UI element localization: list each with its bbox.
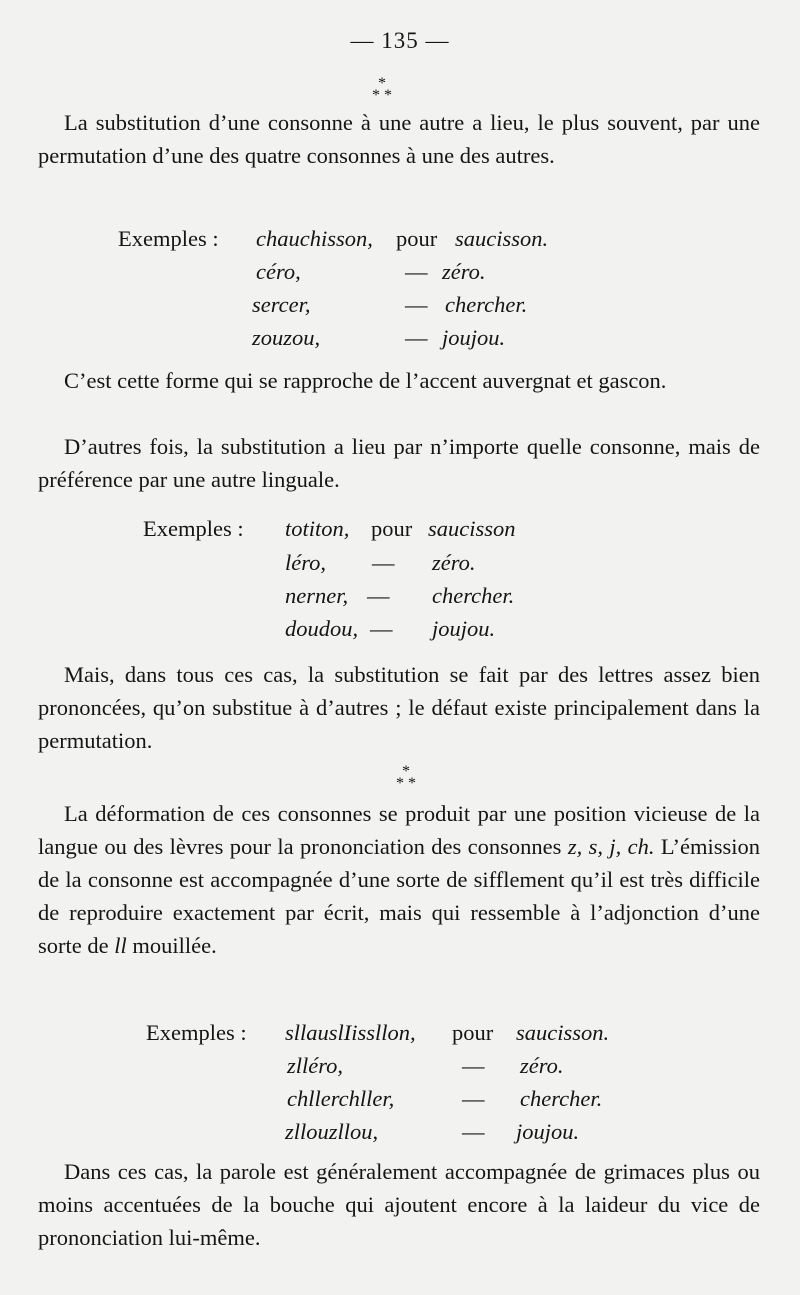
example-word: totiton, (285, 516, 350, 541)
example-target: joujou. (516, 1119, 580, 1144)
example-sep: — (405, 325, 428, 350)
example-target: joujou. (432, 616, 496, 641)
paragraph-2: C’est cette forme qui se rapproche de l’accent auvergnat et gascon. (64, 368, 667, 393)
example-word: zllouzllou, (285, 1119, 379, 1144)
example-target: chercher. (445, 292, 528, 317)
example-word: zouzou, (252, 325, 321, 350)
example-target: chercher. (432, 583, 515, 608)
example-sep: pour (396, 226, 438, 251)
example-sep: — (462, 1053, 485, 1078)
page-number: — 135 — (350, 28, 450, 53)
example-word: céro, (256, 259, 301, 284)
example-sep: — (367, 583, 390, 608)
example-sep: — (405, 292, 428, 317)
example-sep: — (462, 1086, 485, 1111)
ll-digraph: ll (114, 933, 127, 958)
section-ornament: * * * (396, 763, 416, 792)
example-target: saucisson (428, 516, 516, 541)
example-target: zéro. (520, 1053, 564, 1078)
example-word: zlléro, (287, 1053, 344, 1078)
example-word: chauchisson, (256, 226, 373, 251)
example-target: zéro. (432, 550, 476, 575)
example-sep: — (462, 1119, 485, 1144)
example-target: chercher. (520, 1086, 603, 1111)
example-word: sercer, (252, 292, 311, 317)
paragraph-6: Dans ces cas, la parole est généralement accompagnée de grimaces plus ou moins accentuées de la bouche qui ajoutent encore à la laideur du vice de prononciation lui-même. (38, 1159, 760, 1250)
examples-lead: Exemples : (143, 516, 244, 541)
example-sep: pour (452, 1020, 494, 1045)
example-sep: — (372, 550, 395, 575)
example-word: nerner, (285, 583, 349, 608)
examples-lead: Exemples : (146, 1020, 247, 1045)
example-word: chllerchller, (287, 1086, 395, 1111)
paragraph-4: Mais, dans tous ces cas, la substitution se fait par des lettres assez bien prononcées, qu’on substitue à d’autres ; le défaut existe principalement dans la permutation. (38, 662, 760, 753)
example-word: sllauslIissllon, (285, 1020, 416, 1045)
example-sep: — (370, 616, 393, 641)
example-target: saucisson. (455, 226, 549, 251)
paragraph-5: La déformation de ces consonnes se produit par une position vicieuse de la langue ou des lèvres pour la prononciation des consonnes z, s, j, ch. L’émission de la consonne est accompagnée d’une sorte de sifflement qu’il est très difficile de reproduire exactement par écrit, mais qui ressemble à l’adjonction d’une sorte de ll mouillée. (38, 801, 761, 958)
example-word: léro, (285, 550, 327, 575)
example-sep: pour (371, 516, 413, 541)
example-target: joujou. (442, 325, 506, 350)
example-sep: — (405, 259, 428, 284)
section-ornament: * * * (372, 75, 392, 104)
paragraph-1: La substitution d’une consonne à une autre a lieu, le plus souvent, par une permutation d’une des quatre consonnes à une des autres. (38, 110, 760, 168)
example-target: zéro. (442, 259, 486, 284)
paragraph-3: D’autres fois, la substitution a lieu par n’importe quelle consonne, mais de préférence par une autre linguale. (38, 434, 760, 492)
example-target: saucisson. (516, 1020, 610, 1045)
example-word: doudou, (285, 616, 359, 641)
consonant-letters: z, s, j, ch. (567, 834, 655, 859)
examples-lead: Exemples : (118, 226, 219, 251)
